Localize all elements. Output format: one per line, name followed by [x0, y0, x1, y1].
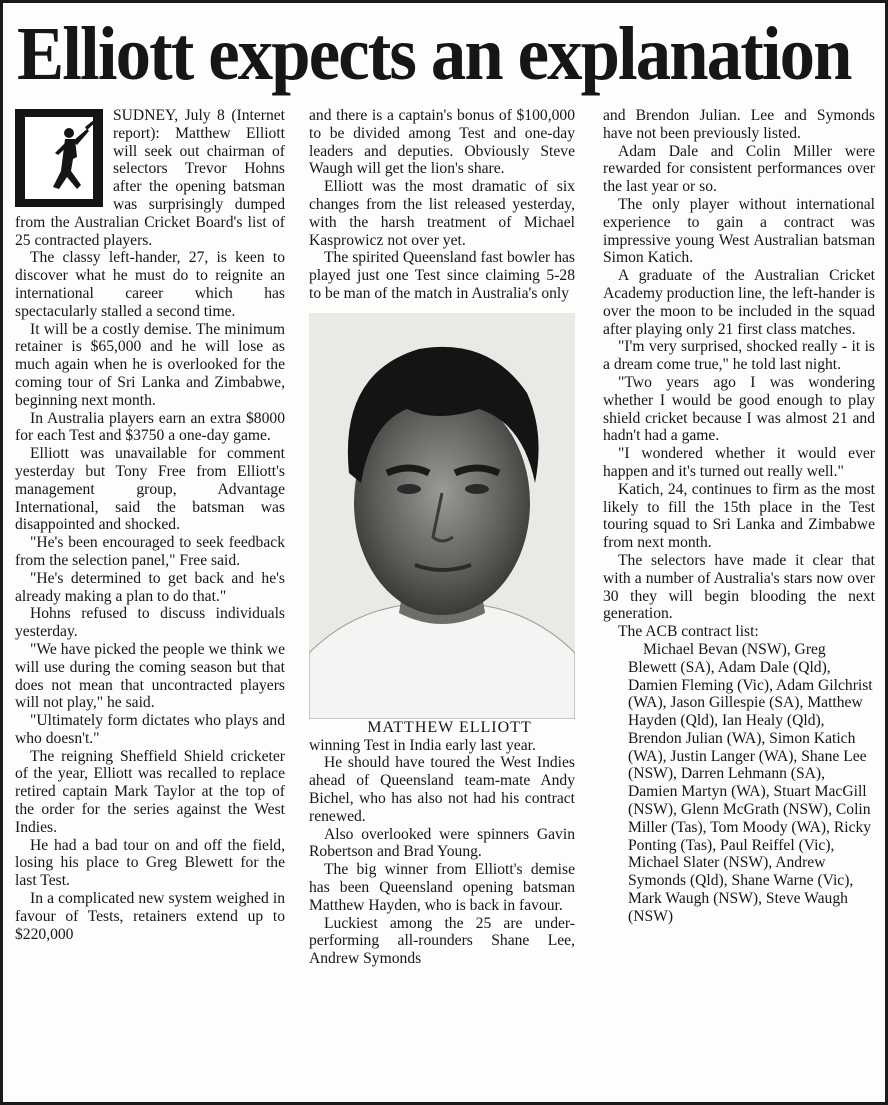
- paragraph: It will be a costly demise. The minimum retainer is $65,000 and he will lose as much again when he is overlooked for the coming tour of Sri Lanka and Zimbabwe, beginning next month.: [15, 320, 285, 409]
- paragraph: The reigning Sheffield Shield cricketer of the year, Elliott was recalled to replace retired captain Mark Taylor at the top of the order for the series against the West Indies.: [15, 747, 285, 836]
- paragraph: The big winner from Elliott's demise has been Queensland opening batsman Matthew Hayden, who is back in favour.: [309, 861, 575, 914]
- paragraph: Katich, 24, continues to firm as the most likely to fill the 15th place in the Test touring squad to Sri Lanka and Zimbabwe from next month.: [603, 480, 875, 552]
- paragraph: In a complicated new system weighed in favour of Tests, retainers extend up to $220,000: [15, 890, 285, 943]
- paragraph: "He's been encouraged to seek feedback from the selection panel," Free said.: [15, 534, 285, 569]
- paragraph: Also overlooked were spinners Gavin Robertson and Brad Young.: [309, 825, 575, 861]
- contract-list-heading: The ACB contract list:: [618, 623, 759, 641]
- article-column-3: [603, 107, 875, 926]
- paragraph: "Ultimately form dictates who plays and who doesn't.": [15, 712, 285, 747]
- paragraph: He had a bad tour on and off the field, losing his place to Greg Blewett for the last Test.: [15, 836, 285, 890]
- paragraph: Elliott was unavailable for comment yesterday but Tony Free from Elliott's management group, Advantage International, said the batsman was disappointed and shocked.: [15, 445, 285, 534]
- paragraph: "Two years ago I was wondering whether I would be good enough to play shield cricket because I was almost 21 and hadn't had a game.: [603, 373, 875, 445]
- paragraph: Elliott was the most dramatic of six changes from the list released yesterday, with the harsh treatment of Michael Kasprowicz not over yet.: [309, 178, 575, 249]
- paragraph: "I wondered whether it would ever happen and it's turned out really well.": [603, 445, 875, 480]
- cricket-batsman-logo: [15, 109, 103, 207]
- paragraph: A graduate of the Australian Cricket Academy production line, the left-hander is over the moon to be included in the squad after playing only 21 first class matches.: [603, 267, 875, 338]
- contract-list: Michael Bevan (NSW), Greg Blewett (SA), Adam Dale (Qld), Damien Fleming (Vic), Adam Gilchrist (WA), Jason Gillespie (SA), Matthew Hayden (Qld), Ian Healy (Qld), Brendon Julian (WA), Simon Katich (WA), Justin Langer (WA), Shane Lee (NSW), Darren Lehmann (SA), Damien Martyn (WA), Stuart MacGill (NSW), Glenn McGrath (NSW), Colin Miller (Tas), Tom Moody (WA), Ricky Ponting (Tas), Paul Reiffel (Vic), Michael Slater (NSW), Andrew Symonds (Qld), Shane Warne (Vic), Mark Waugh (NSW), Steve Waugh (NSW): [628, 640, 873, 925]
- article-column-2: [309, 107, 575, 968]
- paragraph: Luckiest among the 25 are under-performing all-rounders Shane Lee, Andrew Symonds: [309, 914, 575, 968]
- paragraph: He should have toured the West Indies ahead of Queensland team-mate Andy Bichel, who has also not had his contract renewed.: [309, 754, 575, 825]
- paragraph: The classy left-hander, 27, is keen to discover what he must do to reignite an international career which has spectacularly stalled a second time.: [15, 249, 285, 320]
- headline: Elliott expects an explanation: [17, 12, 851, 96]
- paragraph: The selectors have made it clear that with a number of Australia's stars now over 30 they will begin blooding the next generation.: [603, 551, 875, 623]
- paragraph: Hohns refused to discuss individuals yesterday.: [15, 605, 285, 641]
- paragraph: "He's determined to get back and he's already making a plan to do that.": [15, 569, 285, 605]
- paragraph: The spirited Queensland fast bowler has played just one Test since claiming 5-28 to be man of the match in Australia's only: [309, 249, 575, 302]
- paragraph: winning Test in India early last year.: [309, 736, 536, 754]
- paragraph: "I'm very surprised, shocked really - it is a dream come true," he told last night.: [603, 338, 875, 374]
- paragraph: In Australia players earn an extra $8000 for each Test and $3750 a one-day game.: [15, 409, 285, 445]
- photo-caption: MATTHEW ELLIOTT: [367, 718, 532, 736]
- article-column-1: [15, 107, 285, 943]
- dateline: SUDNEY, July 8: [113, 107, 225, 124]
- paragraph: "We have picked the people we think we will use during the coming season but that does not mean that uncontracted players will not play," he said.: [15, 640, 285, 712]
- paragraph: and Brendon Julian. Lee and Symonds have not been previously listed.: [603, 107, 875, 142]
- paragraph: The only player without international experience to gain a contract was impressive young West Australian batsman Simon Katich.: [603, 195, 875, 267]
- paragraph: and there is a captain's bonus of $100,000 to be divided among Test and one-day leaders and deputies. Obviously Steve Waugh will get the lion's share.: [309, 107, 575, 178]
- player-photo: [309, 313, 575, 719]
- paragraph: (Internet report): Matthew Elliott will seek out chairman of selectors Trevor Hohns after the opening batsman was surprisingly dumped from the Australian Cricket Board's list of 25 contracted players.: [15, 107, 285, 249]
- paragraph: Adam Dale and Colin Miller were rewarded for consistent performances over the last year or so.: [603, 142, 875, 196]
